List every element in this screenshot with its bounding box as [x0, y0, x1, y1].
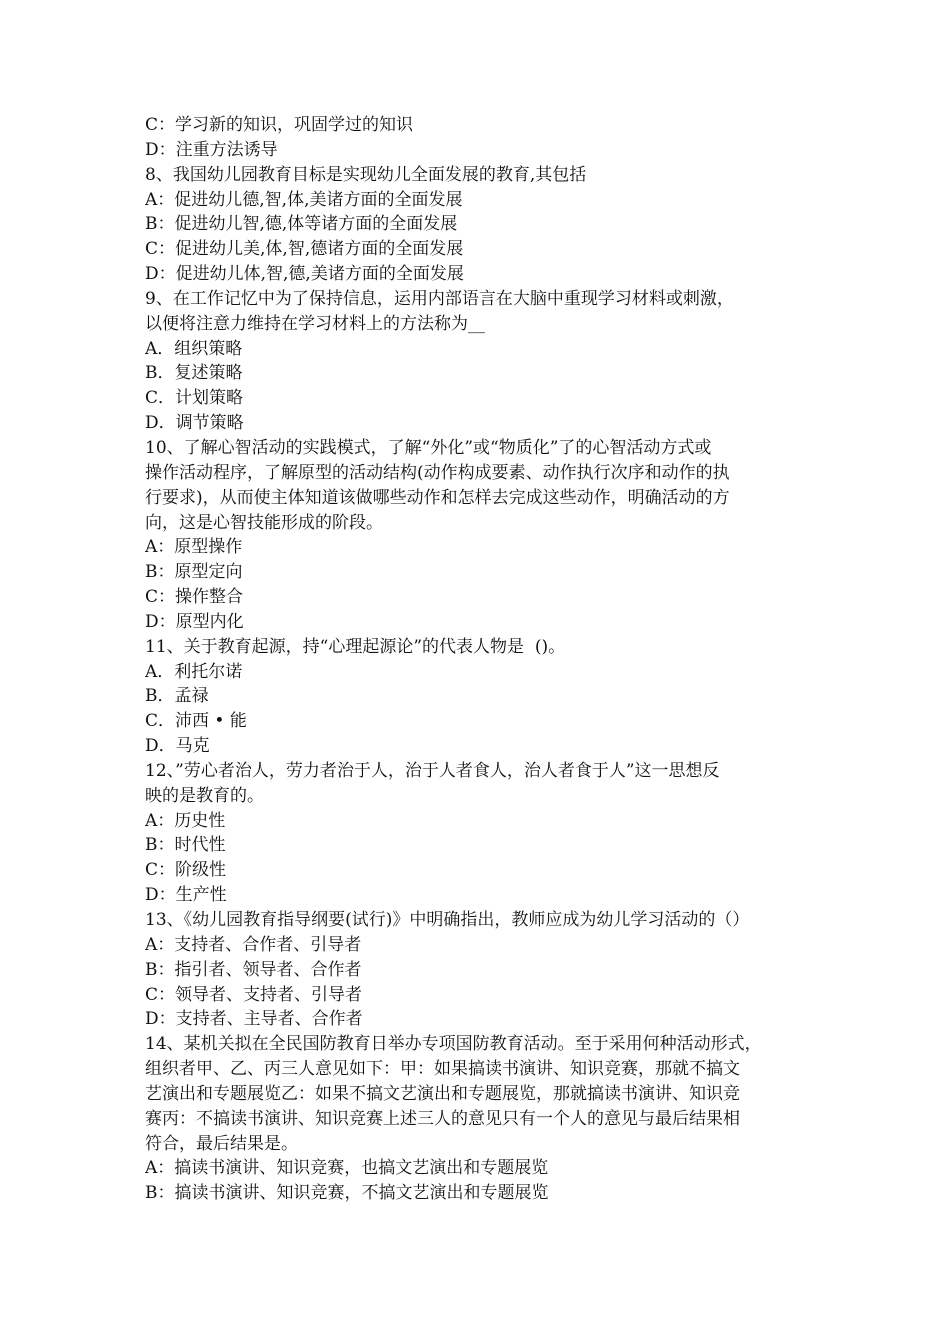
text-line: B：原型定向	[145, 562, 243, 583]
text-line: 以便将注意力维持在学习材料上的方法称为__	[145, 313, 485, 334]
text-line: D：生产性	[145, 885, 227, 906]
text-line: A：支持者、合作者、引导者	[145, 934, 362, 955]
text-line: C．计划策略	[145, 388, 244, 409]
text-line: 11、关于教育起源，持“心理起源论”的代表人物是 ()。	[145, 636, 566, 657]
text-line: 符合，最后结果是。	[145, 1133, 298, 1154]
text-line: C：领导者、支持者、引导者	[145, 984, 363, 1005]
text-line: C：学习新的知识，巩固学过的知识	[145, 115, 414, 135]
text-line: A：搞读书演讲、知识竞赛，也搞文艺演出和专题展览	[145, 1158, 549, 1179]
text-line: 12、”劳心者治人，劳力者治于人，治于人者食人，治人者食于人”这一思想反	[145, 760, 720, 781]
text-line: B．复述策略	[145, 363, 243, 384]
text-line: 10、了解心智活动的实践模式，了解“外化”或“物质化”了的心智活动方式或	[145, 437, 712, 458]
text-line: 13、《幼儿园教育指导纲要(试行)》中明确指出，教师应成为幼儿学习活动的（）	[145, 910, 750, 930]
text-line: 向，这是心智技能形成的阶段。	[145, 512, 383, 533]
text-line: D：促进幼儿体,智,德,美诸方面的全面发展	[145, 264, 464, 285]
text-line: 赛丙：不搞读书演讲、知识竞赛上述三人的意见只有一个人的意见与最后结果相	[145, 1108, 740, 1129]
text-line: 艺演出和专题展览乙：如果不搞文艺演出和专题展览，那就搞读书演讲、知识竞	[145, 1083, 740, 1104]
text-line: A．利托尔诺	[145, 661, 243, 682]
text-line: C：阶级性	[145, 860, 227, 881]
text-line: C：操作整合	[145, 587, 244, 608]
text-line: 组织者甲、乙、丙三人意见如下：甲：如果搞读书演讲、知识竞赛，那就不搞文	[145, 1059, 740, 1080]
text-line: D：注重方法诱导	[145, 139, 278, 160]
text-line: B：搞读书演讲、知识竞赛，不搞文艺演出和专题展览	[145, 1183, 549, 1204]
text-line: A：原型操作	[145, 537, 243, 558]
text-line: C：促进幼儿美,体,智,德诸方面的全面发展	[145, 239, 464, 260]
text-line: 映的是教育的。	[145, 785, 264, 806]
text-line: B：促进幼儿智,德,体等诸方面的全面发展	[145, 214, 458, 235]
text-line: A：历史性	[145, 810, 226, 831]
text-line: 操作活动程序，了解原型的活动结构(动作构成要素、动作执行次序和动作的执	[145, 462, 730, 483]
text-line: D：支持者、主导者、合作者	[145, 1009, 363, 1030]
text-line: 14、某机关拟在全民国防教育日举办专项国防教育活动。至于采用何种活动形式，	[145, 1034, 762, 1055]
text-line: 9、在工作记忆中为了保持信息，运用内部语言在大脑中重现学习材料或刺激，	[145, 288, 734, 309]
text-line: A．组织策略	[145, 338, 243, 359]
text-line: C．沛西 • 能	[145, 711, 247, 732]
text-line: D．调节策略	[145, 413, 244, 434]
text-line: D：原型内化	[145, 611, 244, 632]
text-line: B：指引者、领导者、合作者	[145, 959, 362, 980]
text-line: 行要求)，从而使主体知道该做哪些动作和怎样去完成这些动作，明确活动的方	[145, 487, 730, 508]
text-line: B．孟禄	[145, 686, 209, 707]
text-line: A：促进幼儿德,智,体,美诸方面的全面发展	[145, 189, 463, 210]
text-line: 8、我国幼儿园教育目标是实现幼儿全面发展的教育,其包括	[145, 164, 587, 185]
text-line: D．马克	[145, 736, 210, 757]
text-line: B：时代性	[145, 835, 226, 856]
document-body	[145, 113, 810, 1206]
